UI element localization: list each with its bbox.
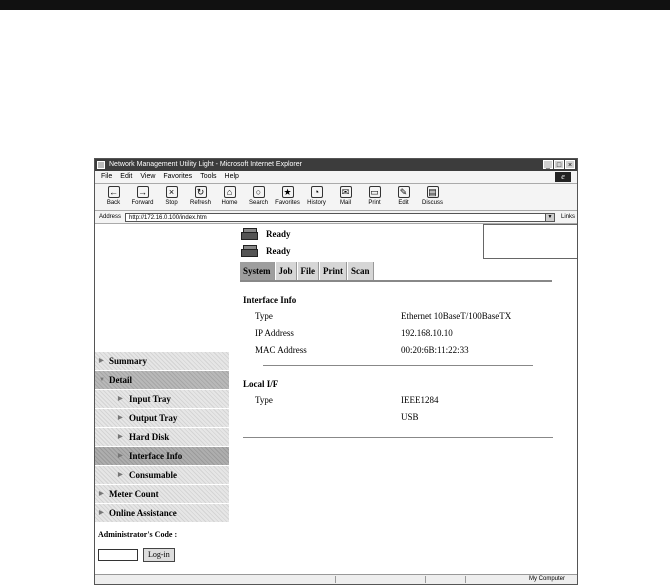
- print-button[interactable]: ▭ Print: [368, 187, 381, 206]
- stop-icon: ×: [166, 186, 178, 198]
- sidebar-item-consumable[interactable]: ▶ Consumable: [95, 466, 229, 485]
- status-bar: [95, 574, 578, 584]
- arrow-right-icon: ▶: [118, 415, 123, 421]
- info-value: IEEE1284: [401, 395, 439, 405]
- close-button[interactable]: ×: [565, 160, 575, 169]
- info-row: [243, 325, 553, 342]
- tab-scan[interactable]: Scan: [348, 262, 374, 280]
- arrow-right-icon: ▶: [118, 396, 123, 402]
- favorites-button[interactable]: ★ Favorites: [275, 187, 300, 206]
- status-pane: [425, 576, 426, 583]
- message-box: [483, 224, 578, 259]
- menu-view[interactable]: View: [140, 173, 156, 180]
- address-value: http://172.16.0.100/index.htm: [129, 214, 207, 221]
- tab-system[interactable]: System: [240, 262, 275, 280]
- info-key: Type: [255, 311, 273, 321]
- info-row: [243, 392, 553, 409]
- menu-help[interactable]: Help: [224, 173, 239, 180]
- status-pane: [335, 576, 336, 583]
- arrow-down-icon: ▼: [99, 377, 105, 383]
- printer-icon: [241, 245, 258, 256]
- forward-button[interactable]: → Forward: [131, 187, 154, 206]
- device-status: [241, 225, 291, 259]
- info-value: 00:20:6B:11:22:33: [401, 345, 469, 355]
- info-value: Ethernet 10BaseT/100BaseTX: [401, 311, 512, 321]
- stop-button[interactable]: × Stop: [165, 187, 178, 206]
- sidebar-item-summary[interactable]: ▶ Summary: [95, 352, 229, 371]
- section-title-local-if: Local I/F: [243, 379, 279, 389]
- status-text: Ready: [266, 228, 291, 239]
- status-row: [241, 225, 291, 242]
- home-icon: ⌂: [224, 186, 236, 198]
- address-label: Address: [99, 214, 122, 220]
- sidebar-menu: [95, 352, 229, 523]
- info-value: 192.168.10.10: [401, 328, 453, 338]
- minimize-button[interactable]: _: [543, 160, 553, 169]
- sidebar: [95, 224, 229, 574]
- status-pane: [465, 576, 466, 583]
- sidebar-item-hard-disk[interactable]: ▶ Hard Disk: [95, 428, 229, 447]
- window-controls: [543, 160, 575, 169]
- menu-bar: [95, 171, 577, 184]
- search-icon: ○: [253, 186, 265, 198]
- refresh-icon: ↻: [195, 186, 207, 198]
- menu-file[interactable]: File: [101, 173, 113, 180]
- browser-window: [94, 158, 578, 585]
- discuss-icon: ▤: [428, 187, 437, 197]
- printer-icon: [241, 228, 258, 239]
- back-arrow-icon: ←: [109, 187, 118, 197]
- arrow-right-icon: ▶: [99, 358, 104, 364]
- address-bar: [95, 211, 577, 224]
- login-button[interactable]: Log-in: [143, 548, 175, 562]
- info-key: IP Address: [255, 328, 294, 338]
- sidebar-item-input-tray[interactable]: ▶ Input Tray: [95, 390, 229, 409]
- info-row: [243, 342, 553, 359]
- sidebar-item-detail[interactable]: ▼ Detail: [95, 371, 229, 390]
- ie-icon: [97, 161, 105, 169]
- admin-code-input[interactable]: [98, 549, 138, 561]
- page-content: [95, 224, 577, 574]
- forward-arrow-icon: →: [138, 187, 147, 197]
- info-value: USB: [401, 412, 419, 422]
- ie-logo-icon: e: [555, 172, 571, 182]
- tab-underline: [240, 280, 552, 282]
- menu-edit[interactable]: Edit: [120, 173, 133, 180]
- page-header-bar: [0, 0, 670, 10]
- toolbar: [95, 184, 577, 211]
- info-key: Type: [255, 395, 273, 405]
- info-panel: [243, 292, 553, 438]
- arrow-right-icon: ▶: [99, 491, 104, 497]
- window-title: Network Management Utility Light - Microsoft Internet Explorer: [109, 161, 302, 168]
- print-icon: ▭: [370, 187, 379, 197]
- chevron-down-icon[interactable]: ▼: [545, 214, 554, 221]
- sidebar-item-output-tray[interactable]: ▶ Output Tray: [95, 409, 229, 428]
- info-key: MAC Address: [255, 345, 307, 355]
- sidebar-item-online-assistance[interactable]: ▶ Online Assistance: [95, 504, 229, 523]
- sidebar-item-interface-info[interactable]: ▶ Interface Info: [95, 447, 229, 466]
- history-button[interactable]: ◔ History: [307, 187, 326, 206]
- arrow-right-icon: ▶: [118, 472, 123, 478]
- address-input[interactable]: [125, 213, 555, 222]
- divider: [243, 437, 553, 438]
- tab-print[interactable]: Print: [320, 262, 347, 280]
- arrow-right-icon: ▶: [99, 510, 104, 516]
- sidebar-item-meter-count[interactable]: ▶ Meter Count: [95, 485, 229, 504]
- back-button[interactable]: ← Back: [106, 187, 121, 206]
- section-title-interface-info: Interface Info: [243, 295, 297, 305]
- search-button[interactable]: ○ Search: [248, 187, 268, 206]
- menu-favorites[interactable]: Favorites: [163, 173, 193, 180]
- zone-label: My Computer: [528, 576, 565, 582]
- arrow-right-icon: ▶: [118, 434, 123, 440]
- mail-icon: ✉: [340, 186, 352, 198]
- tab-file[interactable]: File: [298, 262, 320, 280]
- menu-tools[interactable]: Tools: [200, 173, 217, 180]
- tab-bar: [240, 262, 374, 280]
- tab-job[interactable]: Job: [276, 262, 297, 280]
- info-row: [243, 308, 553, 325]
- admin-code-label: Administrator's Code :: [98, 530, 178, 539]
- edit-icon: ✎: [398, 186, 410, 198]
- history-icon: ◔: [311, 186, 323, 198]
- refresh-button[interactable]: ↻ Refresh: [189, 187, 211, 206]
- status-text: Ready: [266, 245, 291, 256]
- mail-button[interactable]: ✉ Mail: [339, 187, 351, 206]
- favorites-icon: ★: [283, 187, 292, 197]
- arrow-right-icon: ▶: [118, 453, 123, 459]
- maximize-button[interactable]: □: [554, 160, 564, 169]
- links-button[interactable]: Links: [561, 214, 576, 220]
- home-button[interactable]: ⌂ Home: [221, 187, 238, 206]
- edit-button[interactable]: ✎ Edit: [398, 187, 409, 206]
- discuss-button[interactable]: ▤ Discuss: [421, 187, 443, 206]
- info-row: [243, 409, 553, 426]
- title-bar: [95, 159, 577, 171]
- status-row: [241, 242, 291, 259]
- divider: [263, 365, 533, 366]
